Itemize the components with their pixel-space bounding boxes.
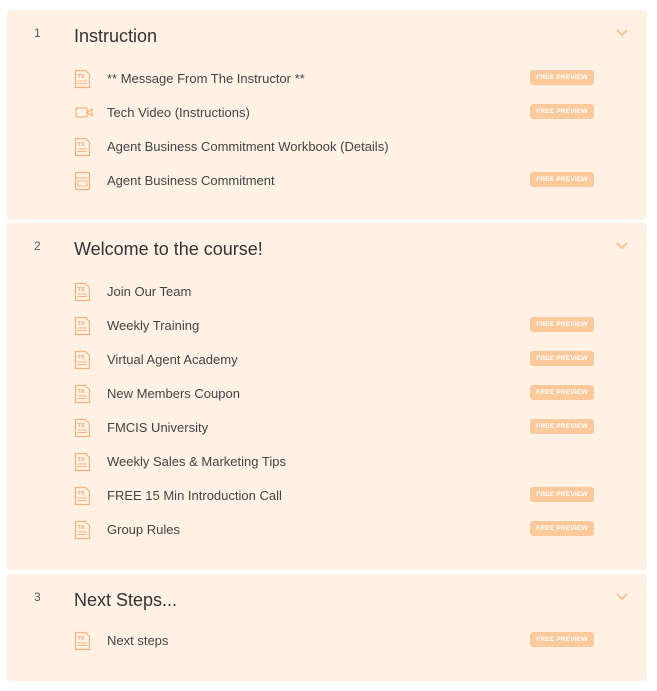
- lesson-title: Next steps: [107, 633, 169, 648]
- lesson-title: FMCIS University: [107, 420, 209, 435]
- free-preview-badge[interactable]: FREE PREVIEW: [530, 385, 594, 400]
- section-number: 2: [34, 239, 41, 253]
- text-document-icon: [74, 418, 91, 438]
- lesson-title: Agent Business Commitment: [107, 173, 275, 188]
- lesson-item[interactable]: [7, 316, 647, 350]
- lesson-title: New Members Coupon: [107, 386, 240, 401]
- text-document-icon: [74, 452, 91, 472]
- text-document-icon: [74, 631, 91, 651]
- svg-text:TX: TX: [77, 321, 85, 327]
- section-instruction: [7, 10, 647, 220]
- lesson-item[interactable]: [7, 350, 647, 384]
- form-document-icon: [74, 171, 91, 191]
- free-preview-badge[interactable]: FREE PREVIEW: [530, 172, 594, 187]
- video-icon: [74, 103, 93, 123]
- lesson-title: Join Our Team: [107, 284, 192, 299]
- lesson-item[interactable]: [7, 69, 647, 103]
- section-next-steps: [7, 574, 647, 681]
- lesson-title: Group Rules: [107, 522, 180, 537]
- svg-text:TX: TX: [77, 389, 85, 395]
- text-document-icon: [74, 520, 91, 540]
- section-number: 1: [34, 26, 41, 40]
- text-document-icon: [74, 282, 91, 302]
- text-document-icon: [74, 350, 91, 370]
- lesson-item[interactable]: [7, 103, 647, 137]
- text-document-icon: [74, 486, 91, 506]
- lesson-item[interactable]: [7, 384, 647, 418]
- svg-text:TX: TX: [77, 636, 85, 642]
- lesson-item[interactable]: [7, 418, 647, 452]
- section-title[interactable]: Instruction: [74, 26, 158, 46]
- lesson-title: Weekly Training: [107, 318, 200, 333]
- svg-text:TX: TX: [77, 457, 85, 463]
- free-preview-badge[interactable]: FREE PREVIEW: [530, 632, 594, 647]
- lesson-title: Agent Business Commitment Workbook (Details): [107, 139, 389, 154]
- lesson-item[interactable]: [7, 486, 647, 520]
- free-preview-badge[interactable]: FREE PREVIEW: [530, 70, 594, 85]
- free-preview-badge[interactable]: FREE PREVIEW: [530, 487, 594, 502]
- free-preview-badge[interactable]: FREE PREVIEW: [530, 317, 594, 332]
- chevron-down-icon[interactable]: [615, 592, 629, 602]
- text-document-icon: [74, 384, 91, 404]
- text-document-icon: [74, 137, 91, 157]
- lesson-title: Virtual Agent Academy: [107, 352, 238, 367]
- lesson-title: FREE 15 Min Introduction Call: [107, 488, 282, 503]
- lesson-item[interactable]: [7, 452, 647, 486]
- free-preview-badge[interactable]: FREE PREVIEW: [530, 419, 594, 434]
- lesson-list: [7, 282, 647, 554]
- svg-text:TX: TX: [77, 355, 85, 361]
- text-document-icon: [74, 316, 91, 336]
- lesson-item[interactable]: [7, 282, 647, 316]
- section-number: 3: [34, 590, 41, 604]
- chevron-down-icon[interactable]: [615, 241, 629, 251]
- chevron-down-icon[interactable]: [615, 28, 629, 38]
- section-title[interactable]: Welcome to the course!: [74, 239, 263, 259]
- lesson-title: Weekly Sales & Marketing Tips: [107, 454, 286, 469]
- text-document-icon: [74, 69, 91, 89]
- lesson-list: [7, 69, 647, 205]
- svg-text:TX: TX: [77, 525, 85, 531]
- lesson-title: ** Message From The Instructor **: [107, 71, 305, 86]
- lesson-item[interactable]: [7, 631, 647, 665]
- svg-text:TX: TX: [77, 423, 85, 429]
- free-preview-badge[interactable]: FREE PREVIEW: [530, 351, 594, 366]
- section-welcome: [7, 223, 647, 570]
- lesson-list: [7, 631, 647, 665]
- svg-text:TX: TX: [77, 287, 85, 293]
- section-title[interactable]: Next Steps...: [74, 590, 178, 610]
- lesson-item[interactable]: [7, 137, 647, 171]
- lesson-title: Tech Video (Instructions): [107, 105, 250, 120]
- lesson-item[interactable]: [7, 171, 647, 205]
- svg-text:TX: TX: [77, 74, 85, 80]
- svg-text:TX: TX: [77, 142, 85, 148]
- free-preview-badge[interactable]: FREE PREVIEW: [530, 104, 594, 119]
- lesson-item[interactable]: [7, 520, 647, 554]
- svg-text:TX: TX: [77, 491, 85, 497]
- free-preview-badge[interactable]: FREE PREVIEW: [530, 521, 594, 536]
